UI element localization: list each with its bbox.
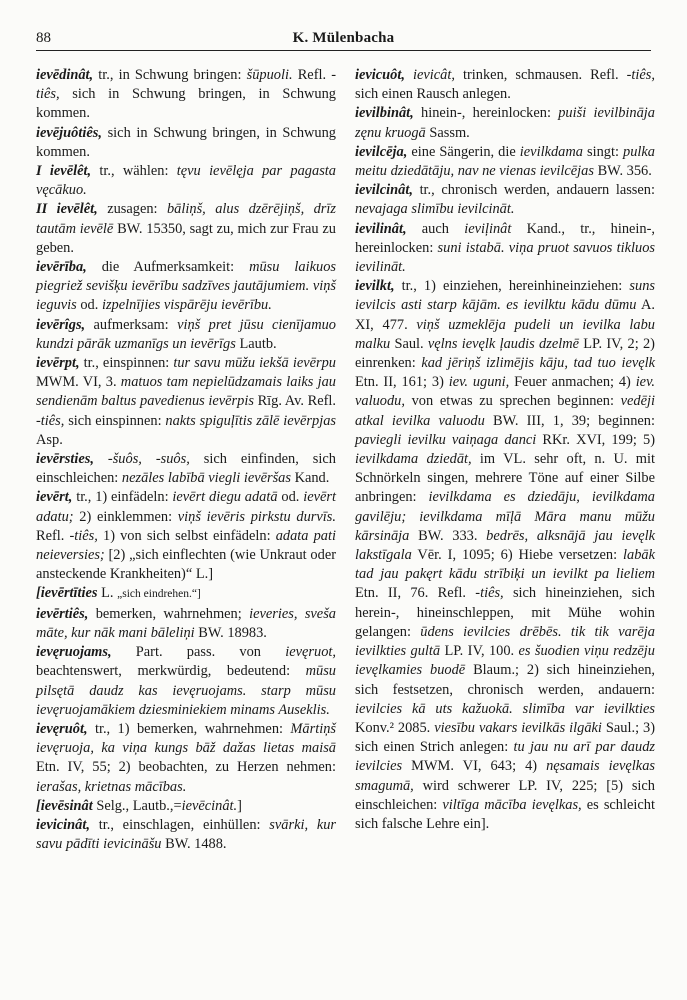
example-text: ievilcies kā uts kažuokā. slimība var ievilkties [355, 700, 655, 717]
example-text: -tiês, [626, 67, 655, 83]
example-text: viltīga mācība ievęlkas, [442, 796, 582, 813]
example-text: nevajaga slimību ievilcināt. [355, 201, 515, 218]
definition-text: RKr. XVI, 199; 5) [536, 431, 655, 448]
example-text: bedrēs, alksnājā jau ievęlk lakstīgala [355, 527, 655, 564]
definition-text: tr., 1) einfädeln: [72, 489, 173, 506]
definition-text: Selg., Lautb.,= [92, 797, 182, 814]
definition-text: eine Sängerin, die [407, 143, 520, 160]
definition-text: Rīg. Av. Refl. [253, 393, 336, 410]
example-text: ievilkdama dziedāt, [355, 451, 472, 468]
definition-text: BW. III, 1, 39; beginnen: [484, 412, 656, 429]
dictionary-entry [36, 124, 336, 162]
dictionary-entry [36, 643, 336, 720]
headword: [ievērtīties [36, 585, 98, 602]
definition-text: sich hineinziehen, sich herein-, hineinschleppen, mit Mühe wohin gelangen: [355, 585, 655, 640]
example-text: ievēcinât. [181, 797, 238, 814]
definition-text: trinken, schmausen. Refl. [454, 67, 627, 83]
definition-text [94, 451, 108, 467]
definition-text: sich in Schwung bringen, in Schwung kommen. [36, 124, 336, 160]
definition-text: singt: [582, 143, 623, 160]
example-text: kad jēriņš izlimējis kāju, tad tuo ievęlk [421, 355, 655, 372]
example-text: matuos tam nepielūdzamais laiks jau sendienām baltus pavedienus ievērpis [36, 374, 336, 410]
example-text: ūdens ievilcies drēbēs. tik tik varēja ievilkties gultā [355, 623, 655, 660]
headword: ievērība, [36, 259, 87, 276]
definition-text: BW. 1488. [161, 836, 227, 853]
example-text: bāliņš, alus dzērējiņš, drīz tautām ievēlē [36, 201, 336, 237]
definition-text: wird schwerer LP. IV, 225; [5) sich einschleichen: [355, 777, 655, 813]
definition-text: von etwas zu sprechen beginnen: [404, 393, 621, 410]
dictionary-entry [36, 66, 336, 124]
definition-text: Vēr. I, 1095; 6) Hiebe versetzen: [411, 547, 624, 564]
headword: ievicinât, [36, 816, 90, 833]
dictionary-entry [36, 797, 336, 816]
example-text: labāk tad jau pakęrt kādu strībiķi un ievilkt pa lieliem [355, 547, 655, 583]
definition-text: tr., chronisch werden, andauern lassen: [412, 182, 655, 199]
headword: ievējuôtiês, [36, 124, 102, 141]
example-text: vęlns ievęlk ļaudis dzelmē [427, 335, 579, 352]
definition-text: BW. 333. [409, 527, 487, 544]
definition-text: Asp. [36, 431, 63, 448]
definition-text: BW. 356. [593, 163, 652, 180]
sense-number: II [36, 201, 48, 218]
definition-text: sich in Schwung bringen, in Schwung kommen. [36, 86, 336, 122]
dictionary-entry [36, 258, 336, 316]
definition-text: tr., einspinnen: [79, 355, 174, 372]
definition-text: Part. pass. von [111, 644, 286, 661]
example-text: viņš pret jūsu cienījamuo kundzi pārāk uzmanīgs un ievērīgs [36, 316, 336, 352]
definition-text: Refl. [36, 527, 70, 544]
dictionary-entry [355, 66, 655, 104]
example-text: ievērt diegu adatā [172, 489, 278, 506]
definition-text: 2) einklemmen: [73, 508, 178, 525]
definition-text: MWM. VI, 3. [36, 374, 121, 391]
example-text: suns ievilcis asti starp kājām. es ievilktu kādu dūmu [355, 278, 655, 314]
headword: ievilinât, [355, 220, 407, 237]
definition-text: od. [277, 489, 304, 506]
definition-text: Kand., tr., hinein-, hereinlocken: [355, 220, 655, 256]
definition-text: 1) von sich selbst einfädeln: [97, 527, 276, 544]
headword: ievērpt, [36, 355, 80, 372]
dictionary-entry [355, 143, 655, 181]
example-text: puiši ievilbināja zęnu kruogā [355, 105, 655, 141]
definition-text: sich einspinnen: [64, 412, 166, 429]
example-text: suni istabā. viņa pruot savuos tikluos ievilināt. [355, 239, 655, 276]
dictionary-entry [36, 816, 336, 854]
dictionary-entry [36, 200, 336, 258]
definition-text: sich einen Rausch anlegen. [355, 86, 511, 103]
example-text: adata pati neieversies; [36, 527, 336, 564]
example-text: mūsu pilsętā daudz kas ievęruojams. starp mūsu ievęruojamākiem dziesminiekiem minams Auseklis. [36, 663, 336, 718]
definition-text: L. [97, 585, 118, 602]
dictionary-entry [355, 277, 655, 834]
example-text: ievilkdama es dziedāju, ievilkdama gavilēju; ievilkdama mīļā Māra manu mūžu kārsināja [355, 489, 655, 544]
definition-text: sich einfinden, sich einschleichen: [36, 451, 336, 487]
example-text: ieviļinât [464, 220, 512, 237]
gloss-text: „sich eindrehen.“] [117, 588, 201, 601]
definition-text: Feuer anmachen; 4) [509, 374, 636, 391]
headword: ievęruôt, [36, 720, 88, 737]
dictionary-entry [36, 720, 336, 797]
definition-text: bemerken, wahrnehmen; [88, 605, 250, 622]
sense-number: I [36, 163, 42, 180]
definition-text: A. XI, 477. [355, 297, 656, 333]
example-text: šūpuoli. [246, 67, 293, 83]
example-text: ierašas, krietnas mācības. [36, 778, 187, 795]
definition-text: ] [237, 797, 242, 814]
definition-text: Sassm. [425, 124, 470, 141]
dictionary-entry [36, 605, 336, 643]
definition-text: auch [406, 220, 465, 237]
example-text: nezāles labībā viegli ievēršas [121, 470, 291, 487]
example-text: izpelnījies vispārēju ievērību. [101, 297, 272, 314]
example-text: svārki, kur savu pādīti ievicināšu [36, 816, 337, 853]
headword: ievicuôt, [355, 67, 405, 83]
dictionary-entry [36, 354, 336, 450]
definition-text: aufmerksam: [85, 316, 178, 333]
dictionary-entry [355, 181, 655, 219]
page-header [36, 26, 651, 51]
example-text: -tiês, [36, 412, 65, 429]
running-head: K. Mülenbacha [292, 30, 395, 46]
example-text: -šuôs, -suôs, [107, 451, 190, 468]
example-text: tu jau nu arī par daudz ievilcies [355, 739, 655, 775]
example-text: pulka meitu dziedātāju, nav ne vienas ievilcējas [355, 143, 655, 180]
definition-text: BW. 15350, sagt zu, mich zur Frau zu geben. [36, 220, 336, 256]
definition-text: tr., einschlagen, einhüllen: [89, 816, 270, 833]
definition-text: zusagen: [97, 201, 167, 218]
definition-text: tr., wählen: [91, 163, 177, 180]
dictionary-entry [36, 316, 336, 354]
definition-text: die Aufmerksamkeit: [86, 259, 250, 276]
example-text: ievilkdama [519, 143, 583, 160]
example-text: Mārtiņš ievęruoja, ka viņa kungs bāž dažas lietas maisā [36, 720, 336, 757]
headword: ievilkt, [355, 278, 395, 295]
definition-text: Etn. II, 76. Refl. [355, 585, 476, 602]
example-text: tur savu mūžu iekšā ievērpu [173, 355, 336, 372]
definition-text: beachtenswert, merkwürdig, bedeutend: [36, 663, 306, 680]
headword: ievilbinât, [355, 105, 414, 122]
definition-text: Refl. [292, 67, 332, 83]
example-text: mūsu laikuos piegriež sevišķu ievērību sadzīves jautājumiem. viņš ieguvis [36, 259, 336, 314]
dictionary-entry [355, 104, 655, 142]
definition-text: od. [76, 297, 102, 314]
example-text: ieveries, sveša māte, kur nāk mani bāleliņi [36, 605, 336, 641]
dictionary-entry [36, 450, 336, 488]
headword: [ievēsinât [36, 797, 93, 814]
headword: ievērîgs, [36, 316, 86, 333]
definition-text: hinein-, hereinlocken: [413, 105, 559, 122]
headword: ievilcinât, [355, 182, 413, 199]
example-text: es šuodien viņu redzēju ievęlkamies buodē [355, 643, 656, 679]
example-text: iev. uguni, [448, 374, 510, 391]
definition-text: tr., 1) bemerken, wahrnehmen: [87, 720, 291, 737]
example-text: ievicât, [413, 67, 455, 83]
definition-text: BW. 18983. [194, 624, 267, 641]
definition-text: Saul. [390, 335, 428, 352]
dictionary-entry [36, 162, 336, 200]
headword: ievęruojams, [36, 644, 112, 661]
definition-text: Konv.² 2085. [355, 719, 435, 736]
definition-text: Blaum.; 2) sich hineinziehen, sich festsetzen, chronisch werden, andauern: [355, 662, 655, 698]
definition-text: [2) „sich einflechten (wie Unkraut oder ansteckende Krankheiten)“ L.] [36, 547, 336, 583]
definition-text: es schleicht sich falsche Lehre ein]. [355, 796, 655, 832]
headword: ievēdinât, [36, 67, 94, 83]
example-text: ievęruot, [285, 644, 336, 661]
example-text: -tiês, [69, 527, 98, 544]
definition-text: LP. IV, 2; 2) einrenken: [355, 335, 655, 372]
headword: ievērtiês, [36, 605, 89, 622]
right-column [355, 66, 655, 834]
example-text: vedēji atkal ievilka valuodu [355, 393, 655, 429]
definition-text: LP. IV, 100. [440, 643, 519, 660]
headword: ievēlêt, [41, 163, 92, 180]
definition-text: tr., 1) einziehen, hereinhineinziehen: [394, 278, 630, 295]
example-text: paviegli ievilku vaiņaga danci [355, 431, 537, 448]
definition-text: tr., in Schwung bringen: [93, 67, 247, 83]
example-text: -tiês, [36, 67, 336, 103]
headword: ievēlêt, [47, 201, 98, 218]
definition-text: MWM. VI, 643; 4) [402, 758, 547, 775]
headword: ievilcēja, [355, 143, 408, 160]
definition-text: Saul.; 3) sich einen Strich anlegen: [355, 719, 655, 756]
example-text: tęvu ievēlęja par pagasta vęcākuo. [36, 163, 336, 199]
headword: ievērt, [36, 489, 73, 506]
dictionary-entry [36, 584, 336, 604]
left-column [36, 66, 336, 854]
definition-text [405, 67, 413, 83]
example-text: iev. valuodu, [355, 374, 655, 410]
definition-text: Etn. II, 161; 3) [355, 374, 449, 391]
example-text: -tiês, [475, 585, 504, 602]
example-text: nakts spiguļītis zālē ievērpjas [165, 412, 336, 429]
headword: ievērsties, [36, 451, 94, 468]
example-text: ievērt adatu; [36, 489, 336, 525]
definition-text: Kand. [290, 470, 330, 487]
dictionary-entry [36, 488, 336, 584]
definition-text: Etn. IV, 55; 2) beobachten, zu Herzen nehmen: [36, 759, 336, 776]
page-number: 88 [36, 30, 51, 46]
example-text: viņš ievēris pirkstu durvīs. [177, 508, 336, 525]
example-text: viesību vakars ievilkās ilgāki [434, 719, 602, 736]
example-text: nęsamais ievęlkas smagumā, [355, 758, 655, 794]
definition-text: Lautb. [235, 335, 277, 352]
definition-text: im VL. sehr oft, n. U. mit Schnörkeln singen, mehrere Töne auf einer Silbe anbringen: [355, 451, 655, 506]
example-text: viņš uzmeklēja pudeli un ievilka labu malku [355, 316, 655, 352]
dictionary-entry [355, 220, 655, 278]
